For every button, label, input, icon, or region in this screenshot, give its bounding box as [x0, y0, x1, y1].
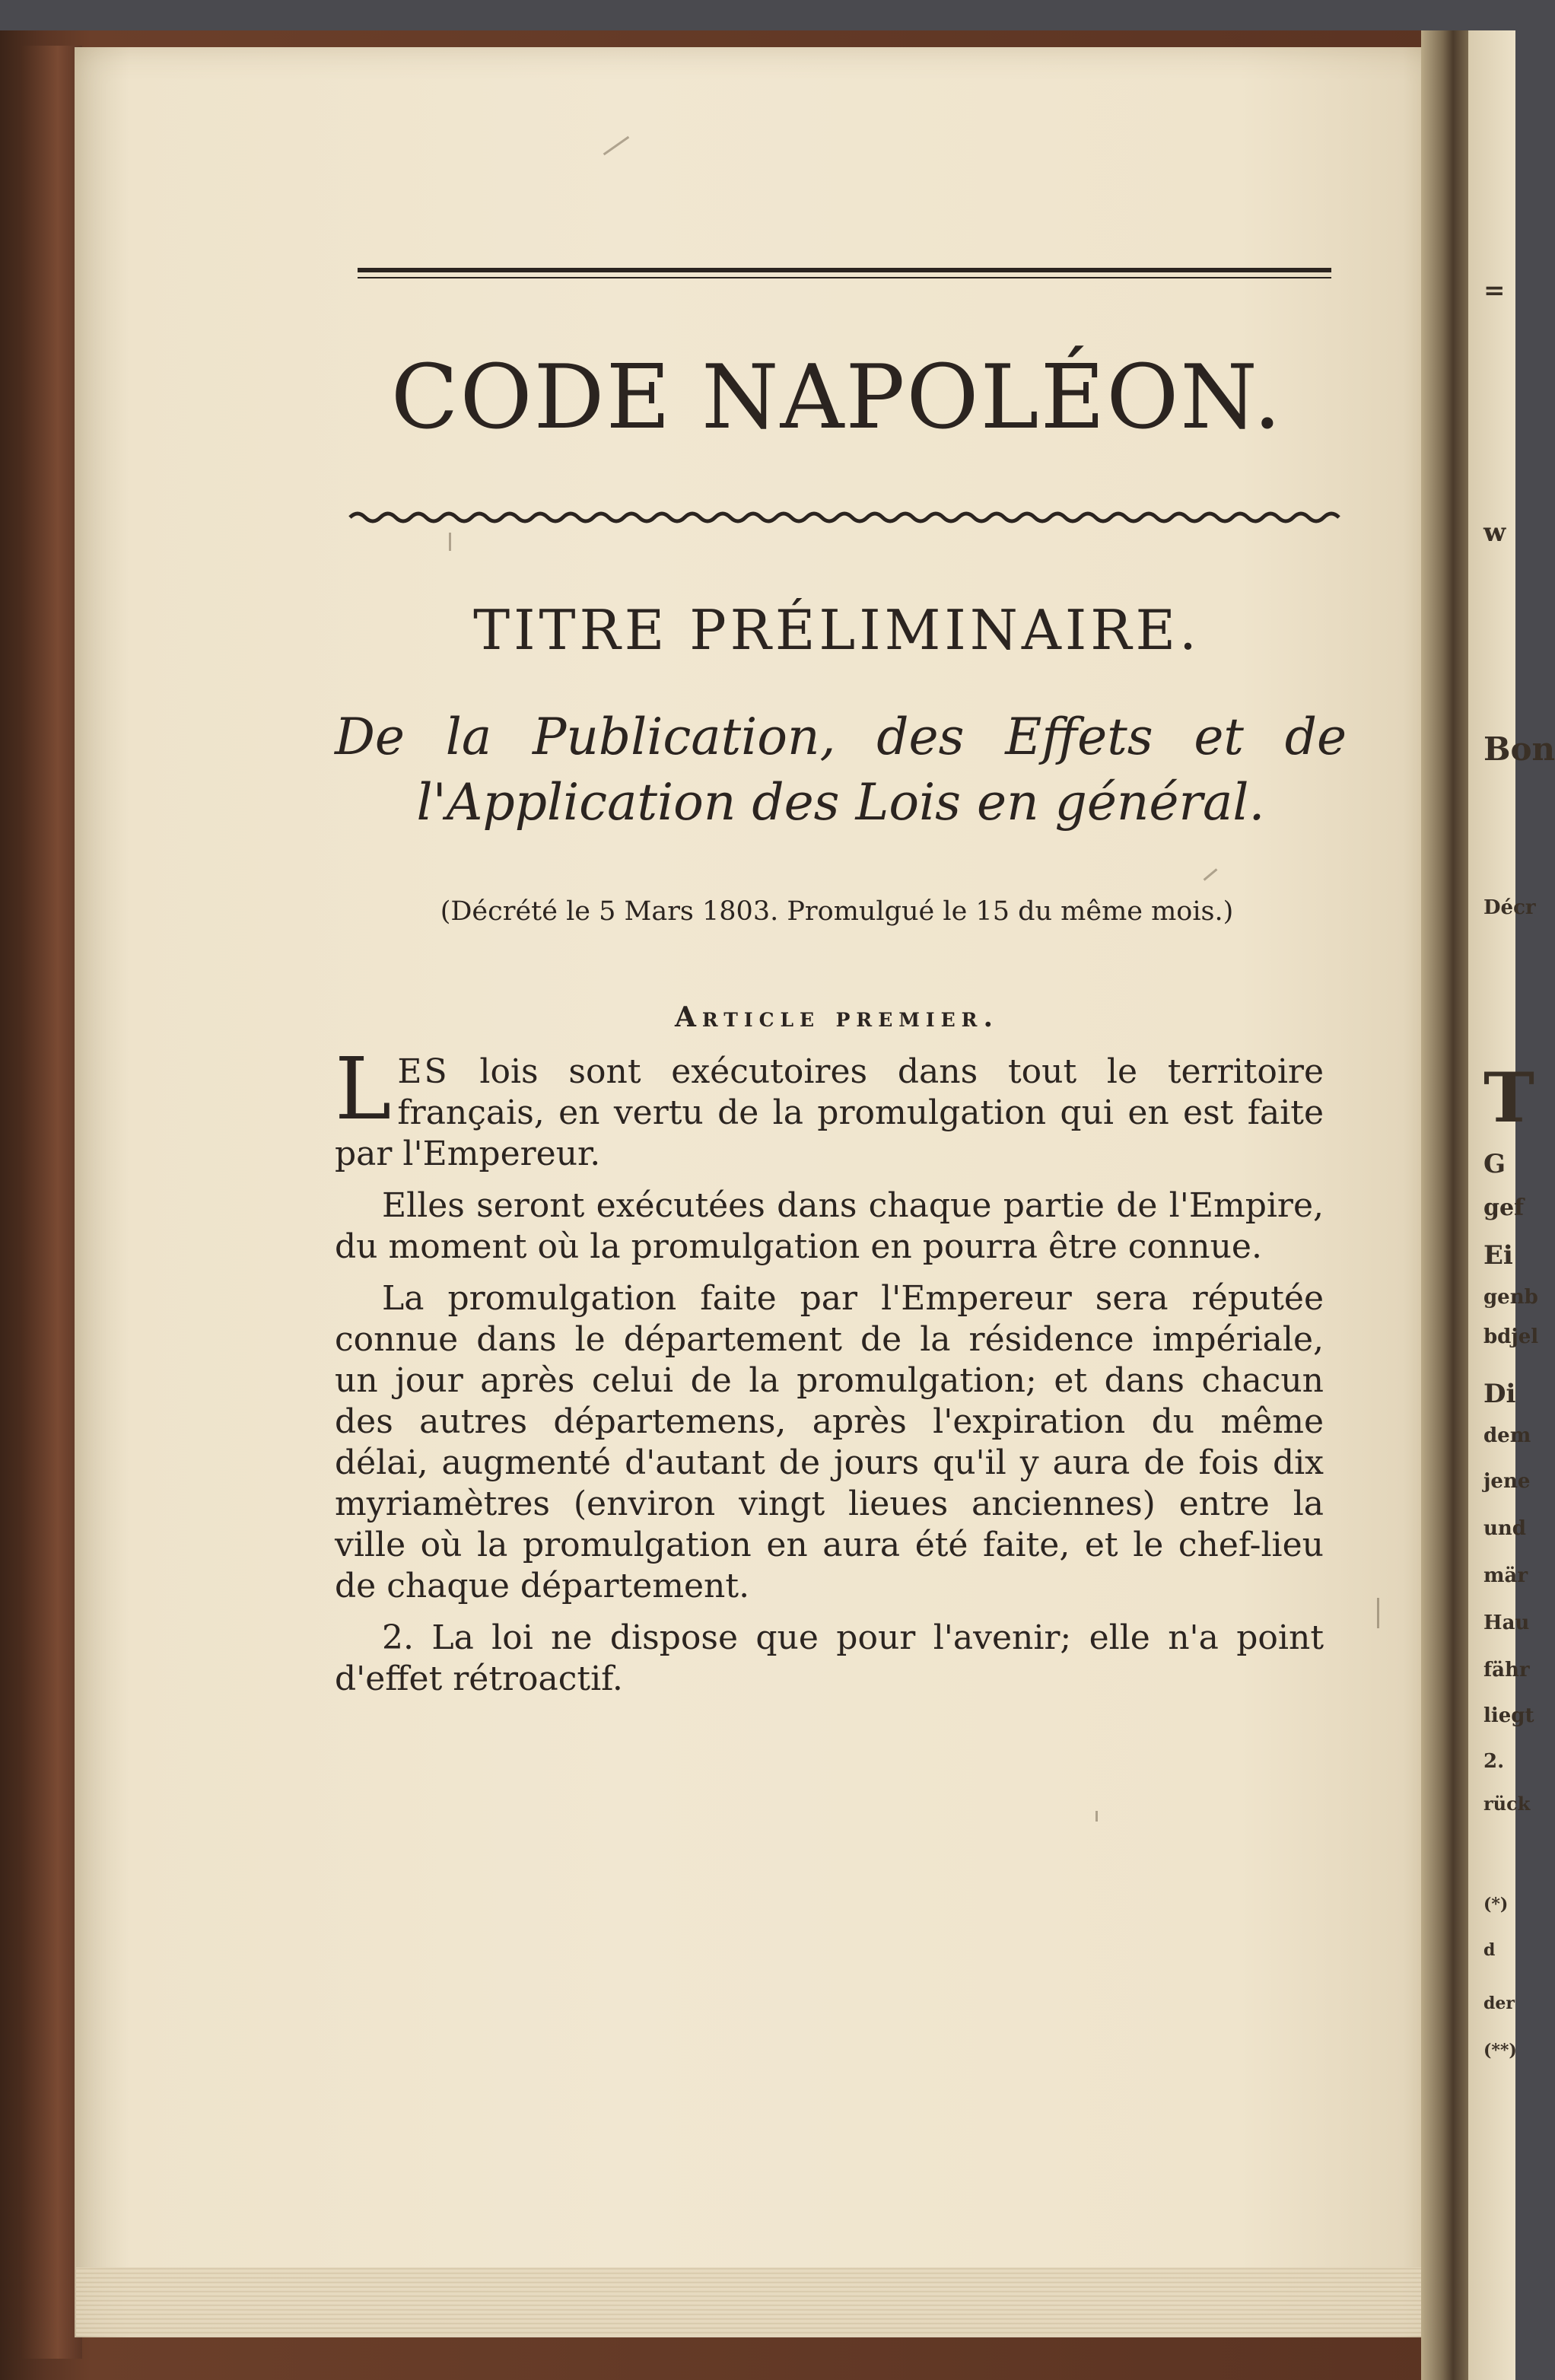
section-subtitle [335, 705, 1347, 835]
paragraph-1-text: lois sont exécutoires dans tout le territoire français, en vertu de la promulgation qui en est faite par l'Empereur. [335, 1052, 1324, 1173]
next-page-fragment: der [1483, 1993, 1515, 2013]
next-page-fragment: fähr [1483, 1659, 1530, 1682]
subtitle-line-1: De la Publication, des Effets et de [335, 708, 1347, 766]
next-page-fragment: G [1483, 1149, 1506, 1179]
next-page-fragment: d [1483, 1940, 1496, 1960]
paper-speck [1095, 1811, 1098, 1822]
next-page-fragment: rück [1483, 1793, 1531, 1815]
paragraph-2: Elles seront exécutées dans chaque partie de l'Empire, du moment où la promulgation en pourra être connue. [335, 1186, 1324, 1266]
next-page-fragment: Ei [1483, 1240, 1513, 1271]
next-page-fragment: mär [1483, 1564, 1528, 1587]
page-edges [76, 2267, 1438, 2336]
top-rule-thin [358, 277, 1331, 278]
next-page-fragment: Di [1483, 1379, 1516, 1409]
next-page-fragment: dem [1483, 1424, 1531, 1447]
paper-speck [1377, 1598, 1379, 1628]
next-page-fragment: = [1483, 275, 1506, 306]
next-page-fragment: und [1483, 1517, 1526, 1540]
paragraph-1-smallcaps: ES [397, 1052, 450, 1091]
paragraph-1 [335, 1040, 1324, 1175]
next-page-fragment: liegt [1483, 1704, 1534, 1727]
decree-note: (Décrété le 5 Mars 1803. Promulgué le 15 du même mois.) [440, 896, 1234, 927]
article-heading: Article premier. [675, 1001, 999, 1033]
next-page-fragment: w [1483, 517, 1506, 548]
top-rule [358, 268, 1331, 272]
next-page-fragment: (**) [1483, 2041, 1517, 2060]
next-page-fragment: Bon [1483, 730, 1555, 768]
next-page-fragment: genb [1483, 1286, 1538, 1309]
next-page-fragment: bdjel [1483, 1325, 1539, 1348]
next-page-fragment: gef [1483, 1195, 1524, 1221]
next-page-fragment: T [1483, 1058, 1534, 1138]
paragraph-3: La promulgation faite par l'Empereur sera réputée connue dans le département de la résidence impériale, un jour après celui de la promulgation; et dans chacun des autres départemens, après l'expiration du même délai, augmenté d'autant de jours qu'il y aura de fois dix myriamètres (environ vingt lieues anciennes) entre la ville où la promulgation en aura été faite, et le chef-lieu de chaque département. [335, 1279, 1324, 1605]
main-title: CODE NAPOLÉON. [390, 346, 1283, 449]
next-page-fragment: Décr [1483, 896, 1536, 919]
wavy-ornament-rule [350, 508, 1339, 527]
paragraph-4: 2. La loi ne dispose que pour l'avenir; elle n'a point d'effet rétroactif. [335, 1618, 1324, 1698]
section-title: TITRE PRÉLIMINAIRE. [473, 598, 1200, 662]
drop-cap: L [335, 1040, 392, 1139]
cover-left-edge [21, 46, 82, 2359]
next-page-fragment: Hau [1483, 1612, 1530, 1634]
paper-speck [449, 533, 451, 551]
subtitle-line-2: l'Application des Lois en général. [416, 773, 1265, 832]
next-page-fragment: jene [1483, 1470, 1531, 1493]
next-page-fragment: 2. [1483, 1750, 1505, 1773]
article-body [335, 1040, 1324, 1710]
next-page-fragment: (*) [1483, 1895, 1509, 1914]
book-gutter [1421, 30, 1474, 2380]
